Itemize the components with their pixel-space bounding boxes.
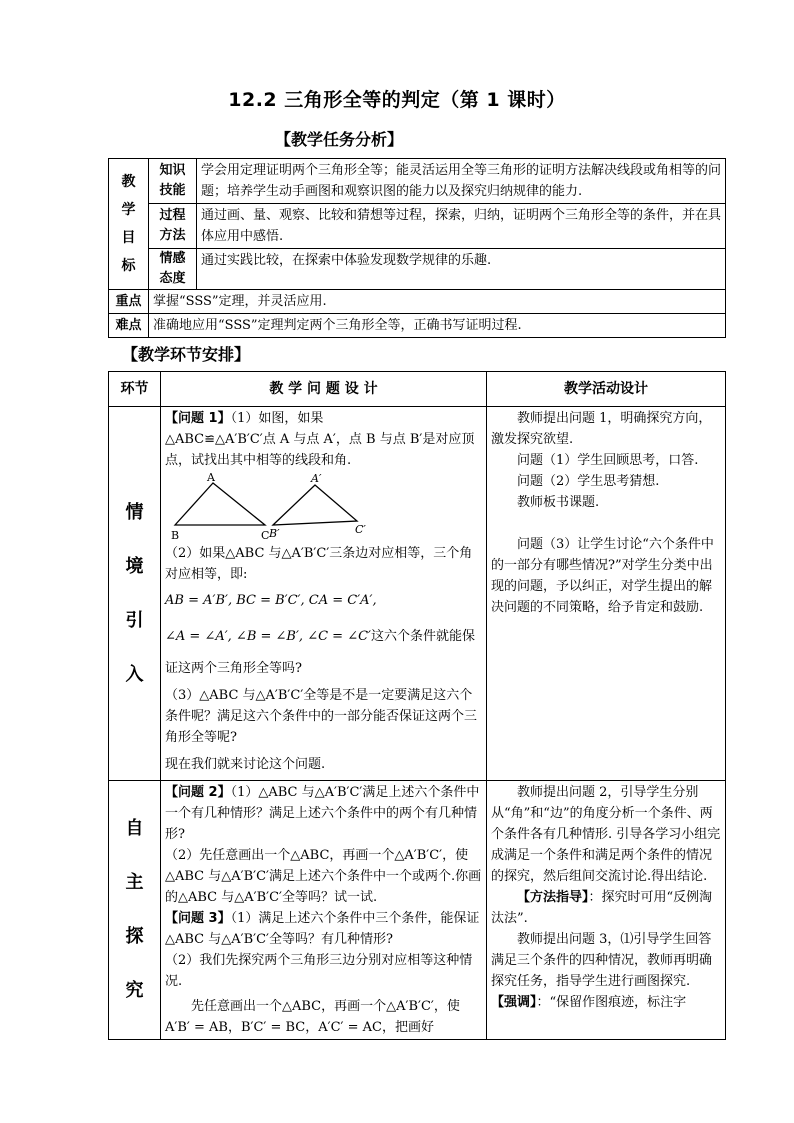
triangle-abc <box>175 483 265 525</box>
question3-part2: （2）我们先探究两个三角形三边分别对应相等这种情况. <box>165 953 473 989</box>
stage-explore-problem: 【问题 2】（1）△ABC 与△A′B′C′满足上述六个条件中一个有几种情形？满足上述六个条件中的两个有几种情形? （2）先任意画出一个△ABC，再画一个△A′B′C′，使△ABC 与△A′B′C′满足上述六个条件中一个或两个.你画的△ABC 与△A′B′C′全等吗？试一试. 【问题 3】（1）满足上述六个条件中三个条件，能保证△ABC 与△A′B′C′全等吗？有几种情形? （2）我们先探究两个三角形三边分别对应相等这种情况. 先任意画出一个△ABC，再画一个△A′B′C′，使 A′B′ = AB，B′C′ = BC，A′C′ = AC，把画好 <box>161 781 487 1040</box>
page-title: 12.2 三角形全等的判定（第 1 课时） <box>228 89 566 111</box>
goals-table <box>108 158 726 338</box>
stage-explore-label: 自 主 探 究 <box>109 781 161 1040</box>
label-B: B <box>171 529 180 542</box>
congruent-triangles-figure <box>165 473 465 543</box>
key-point-label: 重点 <box>109 290 149 314</box>
section-heading-analysis: 【教学任务分析】 <box>275 130 404 149</box>
method-tag: 【方法指导】 <box>517 890 589 905</box>
difficulty-text: 准确地应用“SSS”定理判定两个三角形全等，正确书写证明过程. <box>149 314 726 338</box>
difficulty-label: 难点 <box>109 314 149 338</box>
question2-part2: （2）先任意画出一个△ABC，再画一个△A′B′C′，使△ABC 与△A′B′C′满足上述六个条件中一个或两个.你画的△ABC 与△A′B′C′全等吗？试一试. <box>165 848 482 905</box>
question1-part3: （3）△ABC 与△A′B′C′全等是不是一定要满足这六个条件呢？满足这六个条件中的一部分能否保证这两个三角形全等呢? <box>165 688 478 745</box>
equation-sides: AB = A′B′, BC = B′C′, CA = C′A′, <box>165 593 377 608</box>
triangle-a2b2c2 <box>273 485 357 525</box>
label-B-prime: B′ <box>269 527 280 540</box>
header-problem: 教 学 问 题 设 计 <box>161 372 487 407</box>
label-A-prime: A′ <box>311 473 322 485</box>
arrangement-table <box>108 371 726 1040</box>
stage-intro-activity: 教师提出问题 1，明确探究方向，激发探究欲望. 问题（1）学生回顾思考，口答. 问题（2）学生思考猜想. 教师板书课题. 问题（3）让学生讨论“六个条件中的一部分有哪些情况?”对学生分类中出现的问题，予以纠正，对学生提出的解决问题的不同策略，给予肯定和鼓励. <box>487 407 726 781</box>
header-stage: 环节 <box>109 372 161 407</box>
question1-close: 现在我们就来讨论这个问题. <box>165 757 326 772</box>
category-knowledge: 知识 技能 <box>149 159 197 204</box>
question1-line2: △ABC≌△A′B′C′点 A 与点 A′，点 B 与点 B′是对应顶点，试找出其中相等的线段和角. <box>165 432 475 468</box>
goals-label: 教 学 目 标 <box>109 159 149 290</box>
label-C-prime: C′ <box>355 523 366 536</box>
question3-tag: 【问题 3】 <box>165 911 231 926</box>
key-point-text: 掌握“SSS”定理，并灵活应用. <box>149 290 726 314</box>
stage-intro-problem: 【问题 1】（1）如图，如果 △ABC≌△A′B′C′点 A 与点 A′，点 B 与点 B′是对应顶点，试找出其中相等的线段和角. A B C A′ B′ C′ （2）如果△ABC 与△A′B′C′三条边对应相等，三个角对应相等，即: AB = A′B′, BC = B′C′, CA = C′A′, ∠A = ∠A′, ∠B = ∠B′, ∠C = ∠C′这六个条件就能保证这两个三角形全等吗? （3）△ABC 与△A′B′C′全等是不是一定要满足这六个条件呢？满足这六个条件中的一部分能否保证这两个三角形全等呢? 现在我们就来讨论这个问题. <box>161 407 487 781</box>
goal-knowledge-text: 学会用定理证明两个三角形全等；能灵活运用全等三角形的证明方法解决线段或角相等的问题；培养学生动手画图和观察识图的能力以及探究归纳规律的能力. <box>197 159 726 204</box>
question2-tag: 【问题 2】 <box>165 785 231 800</box>
goal-process-text: 通过画、量、观察、比较和猜想等过程，探索，归纳，证明两个三角形全等的条件，并在具体应用中感悟. <box>197 204 726 249</box>
stage-intro-label: 情 境 引 入 <box>109 407 161 781</box>
question1-part2: （2）如果△ABC 与△A′B′C′三条边对应相等，三个角对应相等，即: <box>165 546 473 582</box>
header-activity: 教学活动设计 <box>487 372 726 407</box>
section-heading-arrangement: 【教学环节安排】 <box>122 345 251 364</box>
emphasis-tag: 【强调】 <box>491 995 537 1010</box>
label-A: A <box>207 473 215 484</box>
category-attitude: 情感 态度 <box>149 249 197 290</box>
question1-tag: 【问题 1】 <box>165 411 231 426</box>
category-process: 过程 方法 <box>149 204 197 249</box>
label-C: C <box>261 529 270 542</box>
stage-explore-activity: 教师提出问题 2，引导学生分别从“角”和“边”的角度分析一个条件、两个条件各有几种情形. 引导各学习小组完成满足一个条件和满足两个条件的情况的探究，然后组间交流讨论.得出结论. 【方法指导】：探究时可用“反例淘汰法”. 教师提出问题 3，⑴引导学生回答满足三个条件的四种情况，教师再明确探究任务，指导学生进行画图探究. 【强调】：“保留作图痕迹，标注字 <box>487 781 726 1040</box>
equation-angles: ∠A = ∠A′, ∠B = ∠B′, ∠C = ∠C′ <box>165 629 371 644</box>
question3-part3: 先任意画出一个△ABC，再画一个△A′B′C′，使 A′B′ = AB，B′C′ = BC，A′C′ = AC，把画好 <box>165 999 460 1035</box>
goal-attitude-text: 通过实践比较，在探索中体验发现数学规律的乐趣. <box>197 249 726 290</box>
